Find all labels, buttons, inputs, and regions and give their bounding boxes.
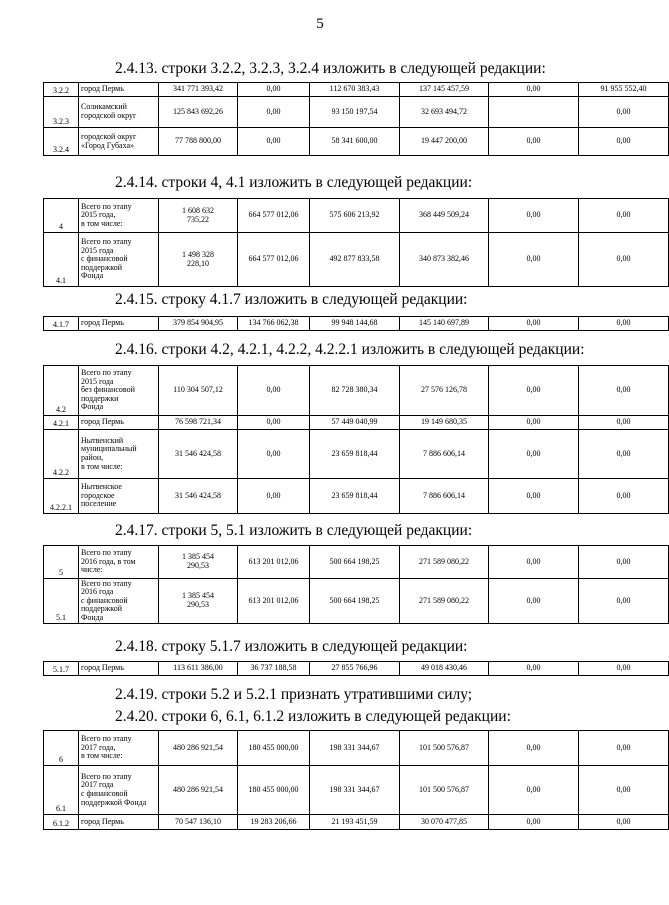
amount-value: 101 500 576,87 [419,742,469,752]
amount-value: 0,00 [526,417,541,427]
amount-value: 0,00 [526,318,541,328]
amount-value: 1 608 632 735,22 [182,205,214,224]
row-name [79,366,159,416]
amount-cell [489,766,579,815]
amount-value: 23 659 818,44 [331,490,378,500]
amount-value: 613 201 012,06 [248,556,299,566]
amount-value: 125 843 692,26 [173,106,223,116]
amount-value: 0,00 [616,490,631,500]
amount-value: 0,00 [526,663,541,673]
amount-cell [159,579,238,624]
row-name-text: город Пермь [81,663,124,673]
amount-cell [489,546,579,579]
amount-value: 0,00 [616,210,631,220]
amount-value: 31 546 424,58 [175,490,221,500]
amount-value: 49 018 430,46 [421,663,467,673]
amount-cell [238,366,310,416]
amount-cell [238,83,310,97]
row-name-text: Соликамский городской округ [81,102,137,120]
amount-cell [489,83,579,97]
row-code: 5 [44,546,79,579]
row-name [79,416,159,430]
amount-value: 0,00 [526,784,541,794]
row-code: 5.1.7 [44,662,79,676]
amount-value: 76 598 721,34 [175,417,221,427]
amount-value: 0,00 [266,417,281,427]
row-code: 6.1.2 [44,815,79,830]
row-code: 3.2.3 [44,97,79,128]
amount-cell [159,199,238,233]
amount-value: 21 193 451,59 [331,816,378,826]
amount-cell [238,416,310,430]
amount-cell [159,128,238,156]
row-name [79,546,159,579]
amount-value: 93 150 197,54 [331,106,378,116]
row-name [79,199,159,233]
amount-cell [400,579,489,624]
amount-value: 137 145 457,59 [419,84,469,94]
table-row [44,366,669,416]
amount-cell [489,317,579,331]
amount-cell [310,317,400,331]
amount-cell [579,416,669,430]
section-heading: 2.4.18. строку 5.1.7 изложить в следующей редакции: [115,638,468,655]
amount-value: 0,00 [266,490,281,500]
row-name [79,83,159,97]
amount-cell [310,97,400,128]
amount-value: 0,00 [266,385,281,395]
row-name [79,479,159,514]
amount-cell [579,97,669,128]
data-table [43,316,669,331]
amount-cell [579,579,669,624]
amount-cell [400,128,489,156]
amount-cell [238,128,310,156]
amount-value: 480 286 921,54 [173,742,223,752]
amount-value: 500 664 198,25 [329,556,380,566]
row-name [79,233,159,287]
row-name [79,317,159,331]
amount-cell [310,766,400,815]
amount-cell [310,815,400,830]
amount-cell [238,815,310,830]
amount-cell [310,479,400,514]
amount-value: 0,00 [616,417,631,427]
amount-value: 27 576 126,78 [421,385,467,395]
amount-value: 0,00 [616,595,631,605]
amount-cell [238,233,310,287]
row-name [79,97,159,128]
data-table [43,730,669,830]
amount-cell [159,366,238,416]
amount-cell [400,479,489,514]
amount-value: 0,00 [616,385,631,395]
row-code: 6 [44,731,79,766]
amount-value: 0,00 [526,742,541,752]
amount-value: 1 498 328 228,10 [182,249,214,268]
amount-value: 0,00 [526,448,541,458]
amount-cell [238,479,310,514]
table-row [44,233,669,287]
amount-value: 0,00 [616,816,631,826]
amount-cell [400,366,489,416]
amount-value: 180 455 000,00 [248,784,299,794]
amount-value: 99 948 144,68 [331,318,378,328]
amount-cell [489,731,579,766]
amount-cell [489,128,579,156]
amount-cell [489,662,579,676]
section-heading: 2.4.17. строки 5, 5.1 изложить в следующей редакции: [115,522,473,539]
row-name-text: Всего по этапу 2016 года с финансовой поддержкой Фонда [81,578,132,622]
amount-cell [159,815,238,830]
amount-cell [159,83,238,97]
amount-value: 480 286 921,54 [173,784,223,794]
amount-value: 0,00 [526,595,541,605]
section-heading: 2.4.14. строки 4, 4.1 изложить в следующей редакции: [115,174,473,191]
amount-cell [400,83,489,97]
page-number: 5 [316,16,324,32]
amount-cell [579,479,669,514]
amount-cell [400,815,489,830]
amount-value: 180 455 000,00 [248,742,299,752]
amount-value: 492 877 833,58 [329,254,380,264]
row-code: 4 [44,199,79,233]
data-table [43,198,669,287]
amount-cell [489,430,579,479]
amount-cell [310,662,400,676]
amount-cell [310,430,400,479]
amount-cell [579,83,669,97]
row-name [79,731,159,766]
amount-cell [310,579,400,624]
amount-cell [310,366,400,416]
amount-cell [489,366,579,416]
amount-value: 19 447 200,00 [421,136,467,146]
amount-cell [579,199,669,233]
amount-cell [489,416,579,430]
row-name-text: Всего по этапу 2015 года, в том числе: [81,201,132,228]
amount-value: 0,00 [616,742,631,752]
amount-cell [238,766,310,815]
section-heading: 2.4.15. строку 4.1.7 изложить в следующей редакции: [115,291,468,308]
row-code: 4.2.2.1 [44,479,79,514]
amount-cell [310,199,400,233]
amount-value: 1 385 454 290,53 [182,552,214,570]
amount-value: 91 955 552,40 [600,84,647,94]
amount-cell [489,199,579,233]
amount-cell [400,430,489,479]
amount-value: 19 149 680,35 [421,417,467,427]
amount-value: 664 577 012,06 [248,210,299,220]
row-name [79,579,159,624]
table-row [44,579,669,624]
amount-cell [579,546,669,579]
row-code: 4.1.7 [44,317,79,331]
data-table [43,545,669,624]
amount-cell [579,662,669,676]
amount-cell [159,662,238,676]
amount-cell [238,546,310,579]
amount-value: 271 589 080,22 [419,595,469,605]
amount-value: 0,00 [616,663,631,673]
amount-cell [579,766,669,815]
amount-value: 30 070 477,85 [421,816,467,826]
amount-cell [579,233,669,287]
table-row [44,83,669,97]
amount-value: 0,00 [266,448,281,458]
amount-cell [579,317,669,331]
amount-value: 101 500 576,87 [419,784,469,794]
row-code: 3.2.2 [44,83,79,97]
amount-value: 368 449 509,24 [419,210,469,220]
amount-value: 32 693 494,72 [421,106,467,116]
amount-value: 341 771 393,42 [173,84,223,94]
amount-value: 0,00 [616,318,631,328]
amount-cell [159,416,238,430]
amount-value: 0,00 [266,84,281,94]
table-row [44,199,669,233]
amount-cell [159,479,238,514]
amount-value: 70 547 136,10 [175,816,221,826]
table-row [44,128,669,156]
table-row [44,317,669,331]
amount-value: 0,00 [616,448,631,458]
row-name [79,766,159,815]
amount-cell [238,579,310,624]
row-code: 4.2.1 [44,416,79,430]
amount-cell [489,579,579,624]
table-row [44,815,669,830]
amount-value: 0,00 [526,84,541,94]
row-name [79,128,159,156]
amount-cell [489,97,579,128]
amount-cell [159,233,238,287]
data-table [43,82,669,156]
table-row [44,546,669,579]
amount-cell [238,662,310,676]
row-code: 5.1 [44,579,79,624]
data-table [43,661,669,676]
amount-value: 0,00 [616,784,631,794]
amount-cell [489,479,579,514]
table-row [44,479,669,514]
section-heading: 2.4.16. строки 4.2, 4.2.1, 4.2.2, 4.2.2.1 изложить в следующей редакции: [115,341,585,358]
amount-value: 0,00 [616,106,631,116]
amount-cell [400,97,489,128]
amount-cell [400,766,489,815]
table-row [44,97,669,128]
row-name-text: город Пермь [81,417,124,427]
section-heading: 2.4.20. строки 6, 6.1, 6.1.2 изложить в следующей редакции: [115,708,511,725]
section-heading: 2.4.13. строки 3.2.2, 3.2.3, 3.2.4 изложить в следующей редакции: [115,60,546,77]
amount-value: 500 664 198,25 [329,595,380,605]
amount-cell [159,731,238,766]
amount-cell [238,430,310,479]
row-name-text: городской округ «Город Губаха» [81,131,137,150]
amount-cell [579,366,669,416]
amount-value: 198 331 344,67 [329,784,380,794]
amount-value: 0,00 [616,254,631,264]
table-row [44,430,669,479]
table-row [44,416,669,430]
amount-value: 31 546 424,58 [175,448,221,458]
amount-cell [400,546,489,579]
amount-cell [400,416,489,430]
amount-value: 134 766 062,38 [248,318,299,328]
amount-cell [400,199,489,233]
amount-value: 145 140 697,89 [419,318,469,328]
amount-value: 0,00 [266,136,281,146]
amount-cell [310,546,400,579]
amount-value: 110 304 507,12 [173,385,223,395]
amount-value: 575 606 213,92 [329,210,380,220]
amount-value: 0,00 [616,556,631,566]
amount-cell [159,317,238,331]
row-name-text: Всего по этапу 2016 года, в том числе: [81,548,136,575]
amount-cell [310,731,400,766]
amount-cell [159,766,238,815]
amount-value: 0,00 [616,136,631,146]
amount-value: 613 201 012,06 [248,595,299,605]
amount-cell [489,815,579,830]
table-row [44,662,669,676]
data-table [43,365,669,514]
amount-cell [159,97,238,128]
amount-cell [238,199,310,233]
row-name [79,815,159,830]
amount-value: 57 449 040,99 [331,417,378,427]
amount-value: 36 737 188,58 [250,663,297,673]
amount-value: 113 611 386,00 [173,663,223,673]
amount-value: 0,00 [526,816,541,826]
amount-value: 664 577 012,06 [248,254,299,264]
amount-value: 198 331 344,67 [329,742,380,752]
row-name-text: Всего по этапу 2017 года, в том числе: [81,734,132,761]
row-name-text: город Пермь [81,84,124,94]
amount-value: 379 854 904,95 [173,318,223,328]
amount-value: 340 873 382,46 [419,254,469,264]
amount-cell [159,430,238,479]
amount-value: 58 341 600,00 [331,136,378,146]
amount-cell [400,731,489,766]
amount-cell [310,233,400,287]
amount-cell [400,662,489,676]
table-row [44,731,669,766]
row-name-text: Всего по этапу 2015 года без финансовой поддержки Фонда [81,368,135,412]
amount-cell [579,815,669,830]
amount-value: 1 385 454 290,53 [182,591,214,609]
row-code: 6.1 [44,766,79,815]
amount-value: 82 728 380,34 [331,385,378,395]
amount-value: 0,00 [526,385,541,395]
amount-cell [400,317,489,331]
row-code: 4.1 [44,233,79,287]
amount-value: 0,00 [266,106,281,116]
amount-value: 27 855 766,96 [331,663,378,673]
amount-cell [159,546,238,579]
amount-cell [238,317,310,331]
amount-cell [579,430,669,479]
amount-value: 7 886 606,14 [423,490,465,500]
row-name-text: Нытвенское городское поселение [81,482,122,509]
amount-cell [579,731,669,766]
amount-value: 23 659 818,44 [331,448,378,458]
amount-cell [310,83,400,97]
amount-cell [310,128,400,156]
row-name-text: Всего по этапу 2017 года с финансовой поддержкой Фонда [81,771,147,807]
row-name [79,662,159,676]
section-heading: 2.4.19. строки 5.2 и 5.2.1 признать утратившими силу; [115,686,473,703]
amount-value: 0,00 [526,254,541,264]
row-name-text: Нытвенский муниципальный район, в том числе: [81,435,137,471]
amount-cell [310,416,400,430]
amount-value: 7 886 606,14 [423,448,465,458]
amount-value: 0,00 [526,490,541,500]
row-code: 3.2.4 [44,128,79,156]
amount-cell [579,128,669,156]
table-row [44,766,669,815]
amount-cell [489,233,579,287]
amount-value: 112 670 383,43 [329,84,380,94]
row-name-text: город Пермь [81,816,124,826]
row-code: 4.2.2 [44,430,79,479]
amount-value: 0,00 [526,136,541,146]
amount-value: 77 788 800,00 [175,136,221,146]
row-name-text: Всего по этапу 2015 года с финансовой поддержкой Фонда [81,237,132,281]
amount-value: 271 589 080,22 [419,556,469,566]
amount-value: 0,00 [526,556,541,566]
row-name-text: город Пермь [81,318,124,328]
amount-value: 19 283 206,66 [250,816,297,826]
amount-cell [238,731,310,766]
row-name [79,430,159,479]
amount-cell [238,97,310,128]
amount-value: 0,00 [526,210,541,220]
row-code: 4.2 [44,366,79,416]
amount-cell [400,233,489,287]
